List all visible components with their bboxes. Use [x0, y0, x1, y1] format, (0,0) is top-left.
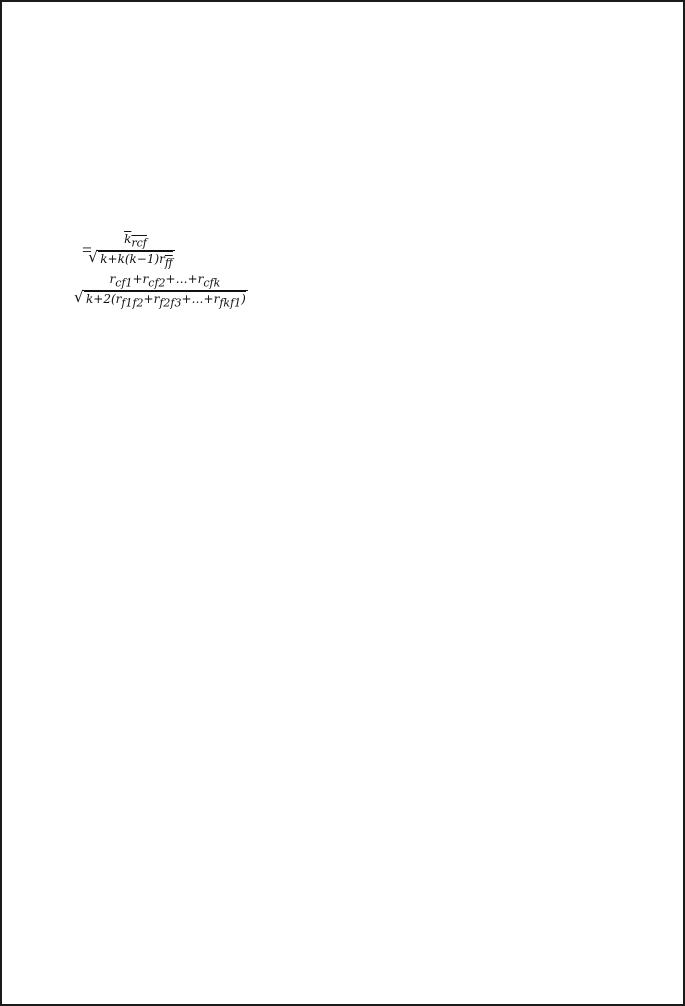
step-1	[48, 109, 674, 136]
step-3	[48, 304, 674, 331]
step-2	[48, 159, 674, 186]
substep-2-1: = $k_{rcf}$ √ $k+k(k-1)r_{ff}$	[82, 230, 674, 278]
step-4	[48, 329, 674, 356]
step-5	[48, 405, 674, 432]
merit-formula: $k_{rcf}$ √ $k+k(k-1)r_{ff}$	[96, 232, 174, 272]
best-fs-formula: $r_{cf1}+r_{cf2}+\dots+r_{cfk}$ √ $k+2(r_{f1f2}+r_{f2f3}+\dots+r_{fkf1})$	[82, 272, 248, 312]
